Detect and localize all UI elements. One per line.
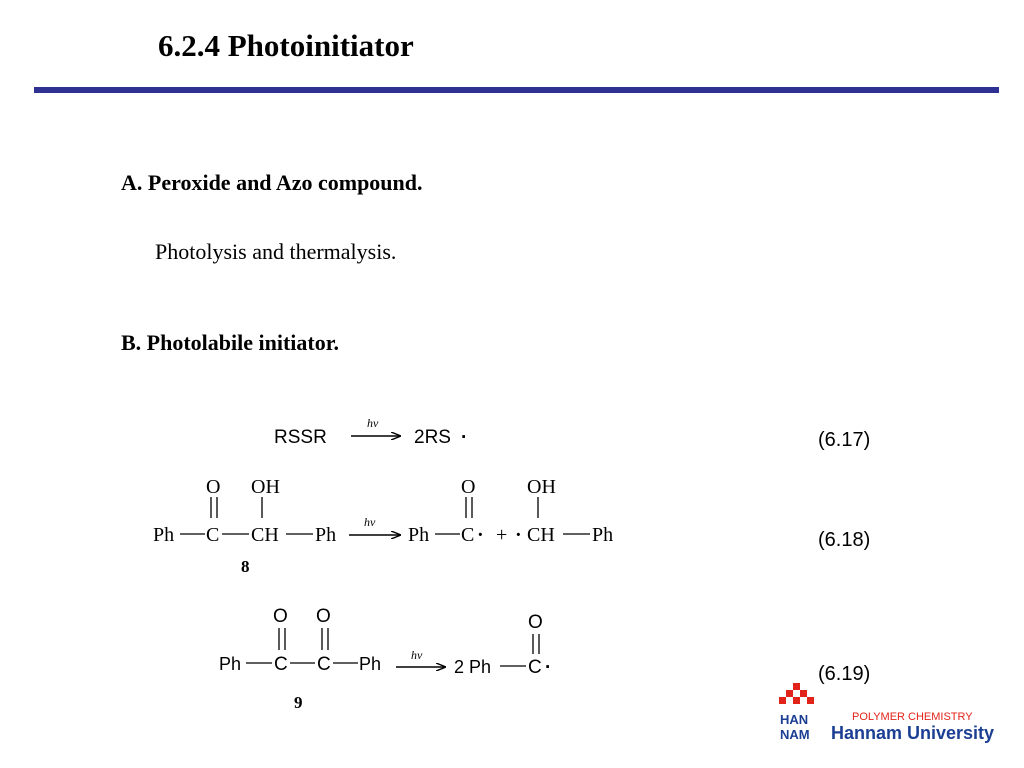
section-a-body: Photolysis and thermalysis. bbox=[155, 239, 397, 264]
ph-left-9: Ph bbox=[219, 654, 242, 674]
ph-left-8: Ph bbox=[153, 524, 175, 546]
section-a-heading: A. Peroxide and Azo compound. bbox=[121, 170, 423, 195]
carbonyl-o-right-9: O bbox=[316, 606, 331, 627]
hannam-logo bbox=[779, 683, 994, 743]
ch-8: CH bbox=[251, 524, 279, 546]
compound-label-9: 9 bbox=[294, 693, 303, 712]
ph-right-9: Ph bbox=[359, 654, 382, 674]
reaction-6-17 bbox=[274, 416, 870, 451]
logo-emblem-icon bbox=[779, 683, 814, 704]
logo-han: HAN bbox=[780, 712, 809, 727]
hv-label-6-19: hν bbox=[411, 648, 423, 662]
carbonyl-o-8: O bbox=[206, 476, 221, 498]
carbonyl-o-left-9: O bbox=[273, 606, 288, 627]
section-b-heading: B. Photolabile initiator. bbox=[121, 330, 339, 355]
hv-label-6-18: hν bbox=[364, 515, 376, 529]
carbonyl-o-product-9: O bbox=[528, 612, 543, 633]
equation-number-6-18: (6.18) bbox=[818, 529, 871, 551]
logo-nam: NAM bbox=[780, 727, 810, 742]
carbon-right-9: C bbox=[317, 654, 331, 675]
compound-label-8: 8 bbox=[241, 557, 250, 576]
rssr-reactant: RSSR bbox=[274, 427, 327, 448]
slide-title: 6.2.4 Photoinitiator bbox=[158, 28, 414, 63]
carbonyl-o-product: O bbox=[461, 476, 476, 498]
benzoyl-radical-dot-9: · bbox=[545, 657, 552, 678]
logo-subtitle: POLYMER CHEMISTRY bbox=[852, 711, 973, 723]
ph-benzoyl: Ph bbox=[408, 524, 430, 546]
ch-product: CH bbox=[527, 524, 555, 546]
rs-product: 2RS bbox=[414, 427, 451, 448]
ph-product: Ph bbox=[592, 524, 614, 546]
hv-label-6-17: hν bbox=[367, 416, 379, 430]
ph-right-8: Ph bbox=[315, 524, 337, 546]
hydroxybenzyl-radical-dot: · bbox=[515, 524, 522, 546]
equation-number-6-17: (6.17) bbox=[818, 429, 871, 451]
reaction-6-18 bbox=[153, 476, 870, 576]
benzoyl-product-prefix: 2 Ph bbox=[454, 657, 492, 677]
carbon-benzoyl: C bbox=[461, 524, 475, 546]
carbon-left-9: C bbox=[274, 654, 288, 675]
hydroxyl-oh-8: OH bbox=[251, 476, 280, 498]
plus-sign: + bbox=[496, 524, 508, 546]
reaction-6-19 bbox=[219, 606, 870, 712]
carbon-product-9: C bbox=[528, 657, 542, 678]
equation-number-6-19: (6.19) bbox=[818, 663, 871, 685]
carbon-8: C bbox=[206, 524, 220, 546]
rs-radical-dot: · bbox=[461, 427, 468, 448]
hydroxyl-oh-product: OH bbox=[527, 476, 556, 498]
benzoyl-radical-dot: · bbox=[477, 524, 484, 546]
logo-university-name: Hannam University bbox=[831, 723, 995, 743]
